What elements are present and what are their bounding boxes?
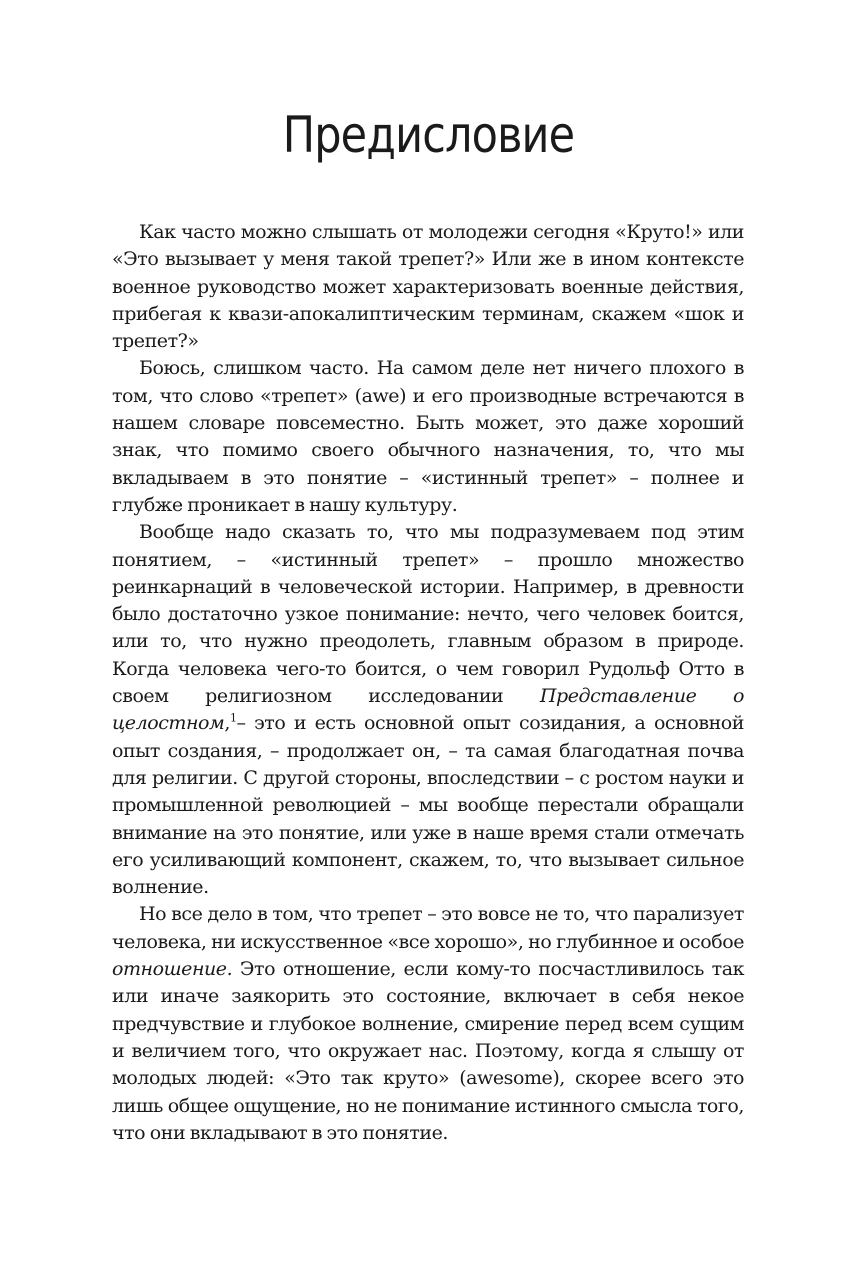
book-title-italic: Представление о целостном	[112, 685, 744, 735]
footnote-marker: 1	[229, 712, 237, 726]
paragraph-3-text-end: – это и есть основной опыт созидания, а основной опыт создания, – продолжает он, – та самая благодатная почва для религии. С другой стороны, впоследствии – с ростом науки и промышленной революцией – мы вообще перестали обращали внимание на это понятие, или уже в наше время стали отмечать его усиливающий компонент, скажем, то, что вызывает сильное волнение.	[112, 712, 744, 899]
paragraph-4-text-end: Это отношение, если кому-то посчастливилось так или иначе заякорить это состояние, включает в себя некое предчувствие и глубокое волнение, смирение перед всем сущим и величием того, что окружает нас. Поэтому, когда я слышу от молодых людей: «Это так круто» (awesome), скорее всего это лишь общее ощущение, но не понимание истинного смысла того, что они вкладывают в это понятие.	[112, 958, 744, 1144]
emphasis-italic: отношение.	[112, 958, 233, 981]
paragraph-3: Вообще надо сказать то, что мы подразумеваем под этим понятием, – «истинный трепет» – прошло множество реинкарнаций в человеческой истории. Например, в древности было достаточно узкое понимание: нечто, чего человек боится, или то, что нужно преодолеть, главным образом в природе. Когда человека чего-то боится, о чем говорил Рудольф Отто в своем религиозном исследовании Представление о целостном,$^1$– это и есть основной опыт созидания, а основной опыт создания, – продолжает он, – та самая благодатная почва для религии. С другой стороны, впоследствии – с ростом науки и промышленной революцией – мы вообще перестали обращали внимание на это понятие, или уже в наше время стали отмечать его усиливающий компонент, скажем, то, что вызывает сильное волнение.	[112, 521, 744, 899]
body-text	[112, 219, 744, 1147]
paragraph-4	[112, 901, 744, 1147]
paragraph-2: Боюсь, слишком часто. На самом деле нет ничего плохого в том, что слово «трепет» (awe) и его производные встречаются в нашем словаре повсеместно. Быть может, это даже хороший знак, что помимо своего обычного назначения, то, что мы вкладываем в это понятие – «истинный трепет» – полнее и глубже проникает в нашу культуру.	[112, 357, 744, 516]
paragraph-3-text-start: Вообще надо сказать то, что мы подразумеваем под этим понятием, – «истинный трепет» – прошло множество реинкарнаций в человеческой истории. Например, в древности было достаточно узкое понимание: нечто, чего человек боится, или то, что нужно преодолеть, главным образом в природе. Когда человека чего-то боится, о чем говорил Рудольф Отто в своем религиозном исследовании	[112, 521, 744, 708]
paragraph-4-text-start: Но все дело в том, что трепет – это вовсе не то, что парализует человека, ни искусственное «все хорошо», но глубинное и особое	[112, 903, 744, 953]
page-title: Предисловие	[282, 106, 575, 164]
paragraph-1: Как часто можно слышать от молодежи сегодня «Круто!» или «Это вызывает у меня такой трепет?» Или же в ином контексте военное руководство может характеризовать военные действия, прибегая к квази-апокалиптическим терминам, скажем «шок и трепет?»	[112, 221, 744, 353]
